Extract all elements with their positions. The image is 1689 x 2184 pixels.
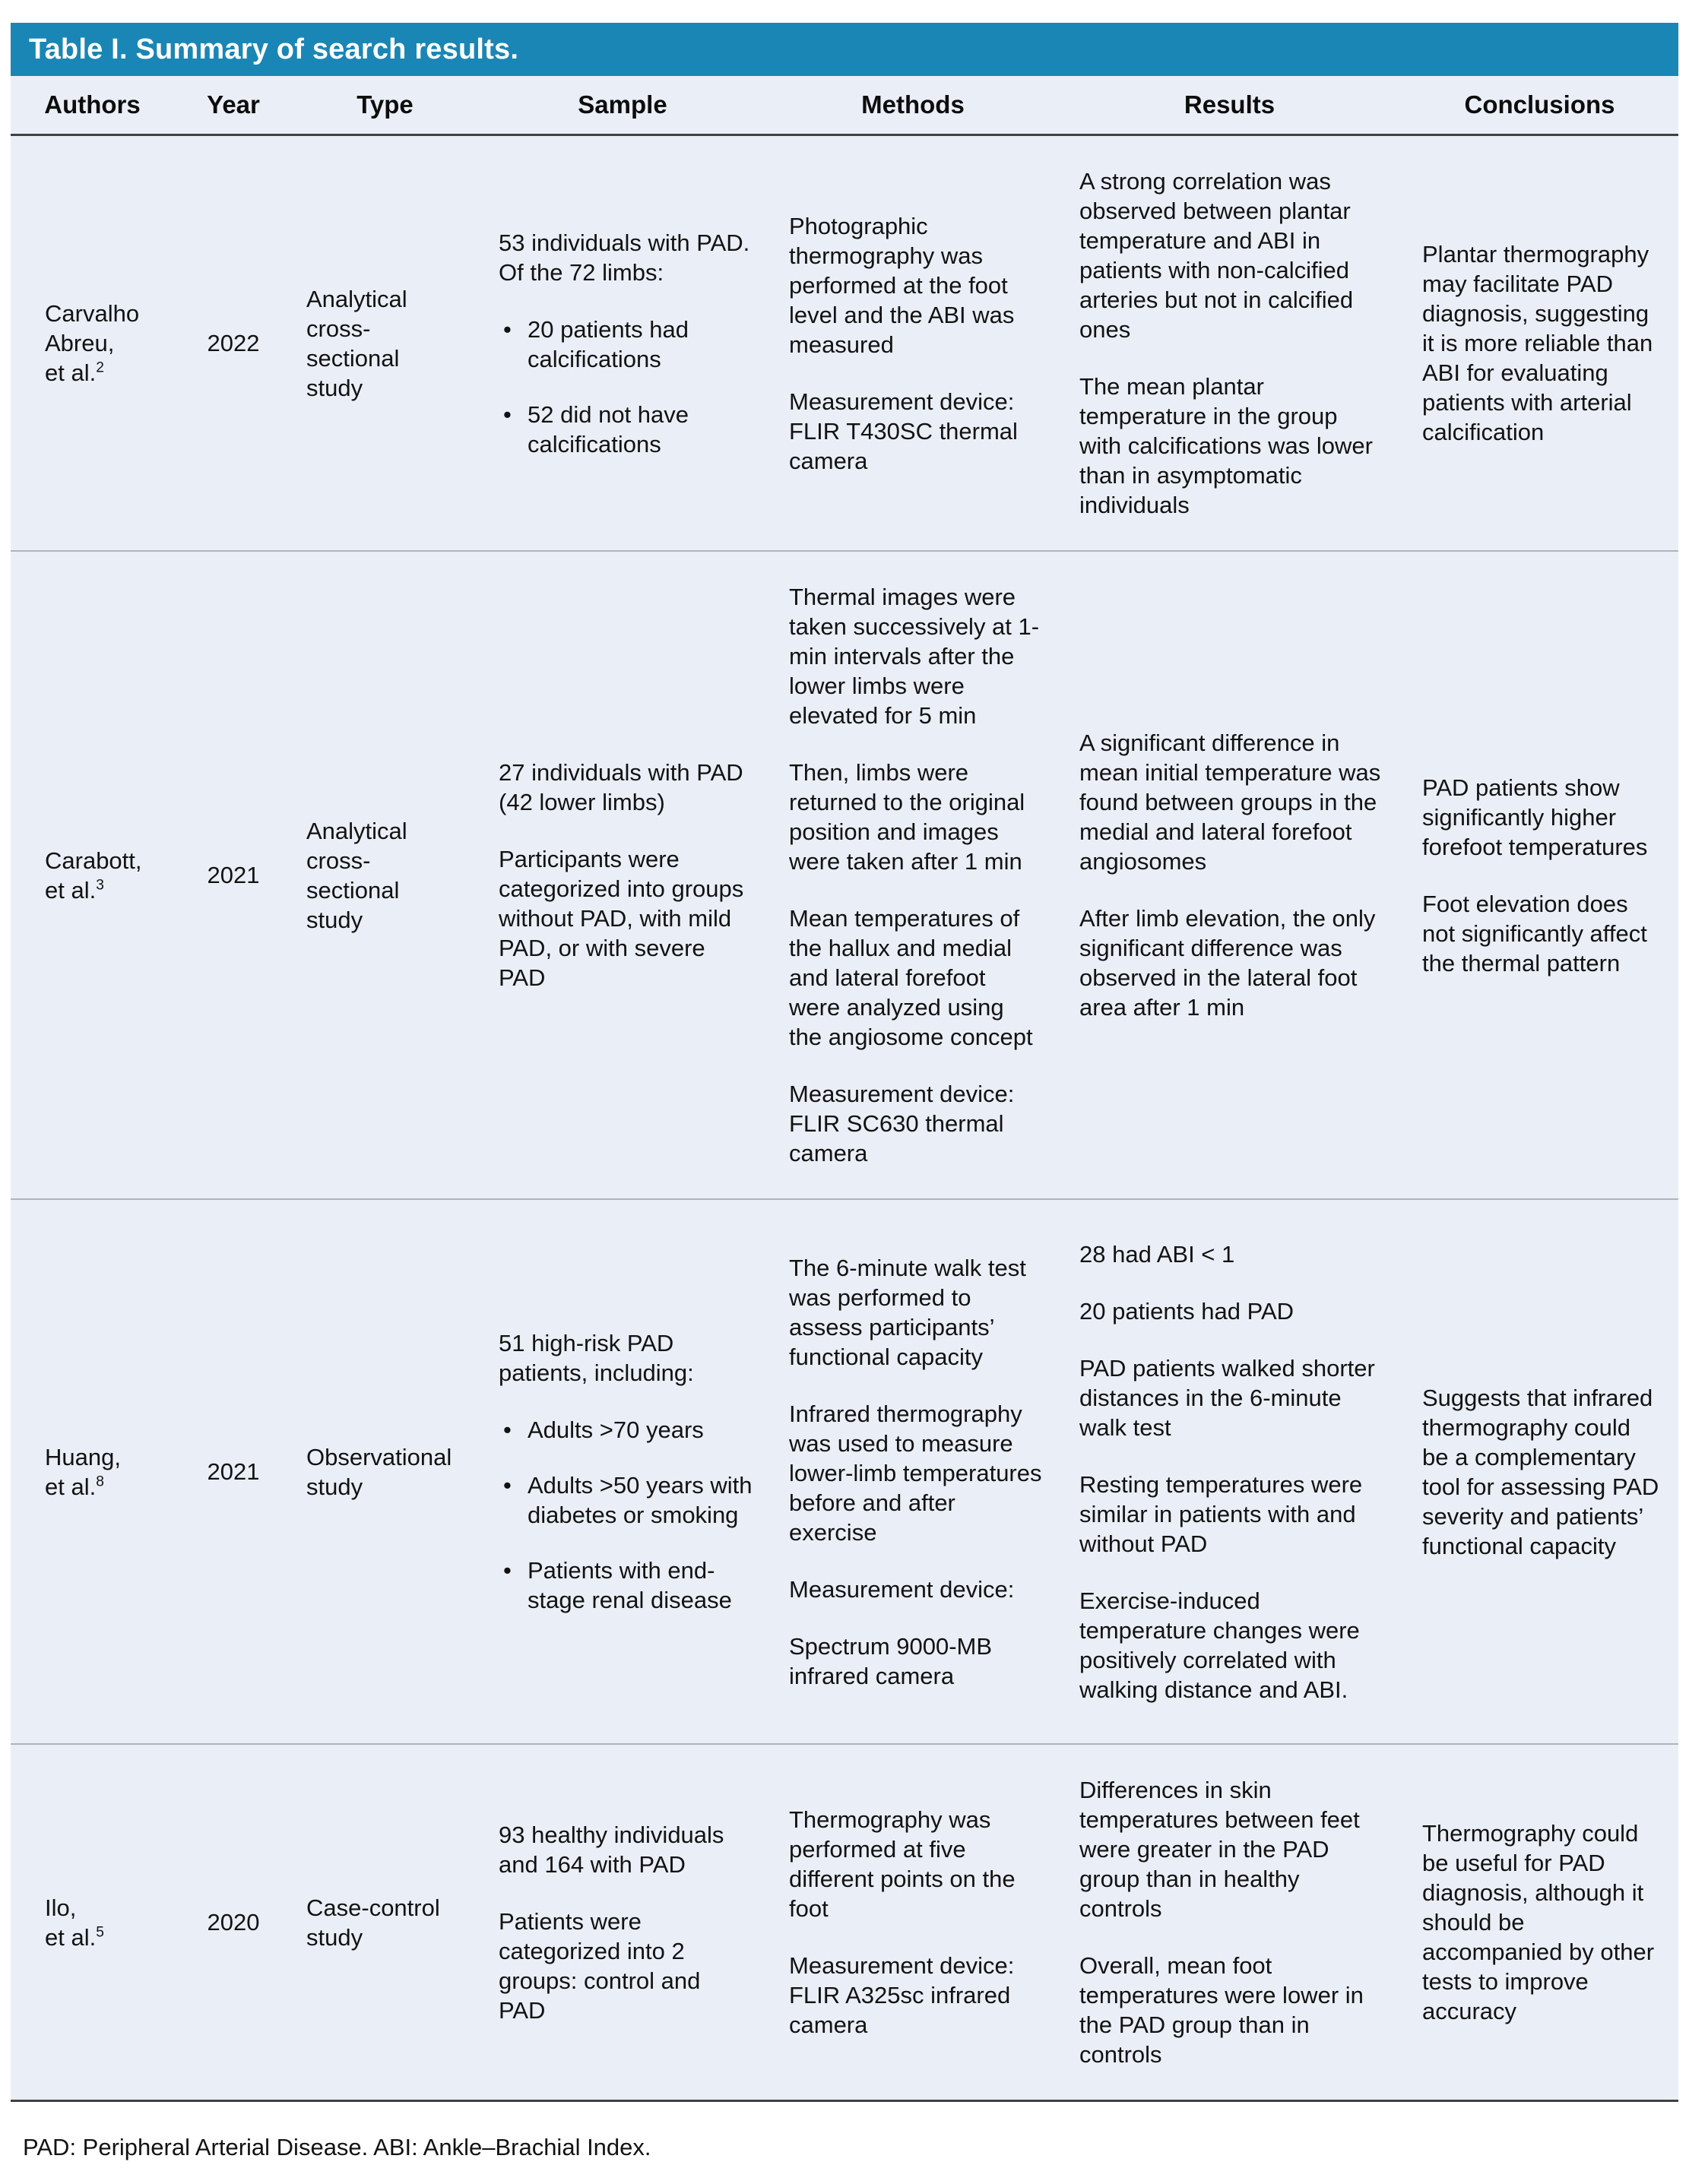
cell-year: 2020	[207, 1909, 260, 1936]
table-row	[11, 550, 1678, 1198]
cell-year: 2021	[207, 1458, 260, 1485]
bullet-list	[499, 1415, 753, 1615]
paragraph: Overall, mean foot temperatures were lower in the PAD group than in controls	[1079, 1952, 1364, 2068]
column-header-year: Year	[207, 90, 260, 119]
paragraph: 27 individuals with PAD (42 lower limbs)	[499, 759, 743, 815]
paragraph: The 6-minute walk test was performed to assess participants’ functional capacity	[789, 1254, 1026, 1370]
column-header-sample: Sample	[578, 90, 667, 119]
paragraph: Then, limbs were returned to the original position and images were taken after 1 min	[789, 759, 1025, 875]
cell-type: Case-control study	[306, 1894, 440, 1951]
cell-type: Analytical cross-sectional study	[306, 817, 407, 933]
author-line: et al.$^8$	[45, 1473, 104, 1500]
author-line: et al.$^2$	[45, 359, 104, 386]
cell-results	[1058, 1745, 1401, 2100]
author-line: Ilo,	[45, 1894, 77, 1921]
cell-authors	[11, 268, 174, 418]
cell-conclusions	[1401, 209, 1678, 477]
author-line: Abreu,	[45, 330, 115, 356]
paragraph: Patients were categorized into 2 groups: control and PAD	[499, 1907, 701, 2024]
paragraph: PAD patients walked shorter distances in the 6-minute walk test	[1079, 1354, 1375, 1441]
paragraph: The mean plantar temperature in the group with calcifications was lower than in asymptomatic individuals	[1079, 373, 1373, 518]
paragraph: Plantar thermography may facilitate PAD diagnosis, suggesting it is more reliable than ABI for evaluating patients with arterial calcification	[1422, 241, 1653, 445]
paragraph: Thermal images were taken successively at 1-min intervals after the lower limbs were elevated for 5 min	[789, 584, 1040, 729]
table-title-bar	[11, 23, 1678, 76]
paragraph: A strong correlation was observed between plantar temperature and ABI in patients with non-calcified arteries but not in calcified ones	[1079, 168, 1354, 343]
column-header-conclusions: Conclusions	[1464, 90, 1615, 119]
table-row	[11, 136, 1678, 550]
paragraph: Infrared thermography was used to measure lower-limb temperatures before and after exercise	[789, 1400, 1042, 1546]
cell-results	[1058, 698, 1401, 1052]
bullet-item: • Patients with end-stage renal disease	[499, 1556, 753, 1615]
paragraph: PAD patients show significantly higher forefoot temperatures	[1422, 774, 1648, 860]
table-body	[11, 136, 1678, 2100]
cell-sample	[477, 1298, 768, 1645]
summary-table	[11, 76, 1678, 2102]
column-header-methods: Methods	[861, 90, 965, 119]
cell-type: Analytical cross-sectional study	[306, 285, 407, 401]
cell-conclusions	[1401, 742, 1678, 1008]
cell-sample	[477, 1790, 768, 2056]
reference-superscript: 5	[96, 1924, 104, 1941]
paragraph: Exercise-induced temperature changes were positively correlated with walking distance and ABI.	[1079, 1587, 1360, 1703]
paragraph: Thermography could be useful for PAD diagnosis, although it should be accompanied by other tests to improve accuracy	[1422, 1820, 1655, 2024]
paragraph: Foot elevation does not significantly affect the thermal pattern	[1422, 890, 1647, 976]
cell-type: Observational study	[306, 1443, 452, 1500]
column-header-row	[11, 76, 1678, 136]
cell-authors	[11, 815, 174, 935]
paragraph: Resting temperatures were similar in patients with and without PAD	[1079, 1470, 1363, 1557]
paragraph: Measurement device: FLIR SC630 thermal camera	[789, 1081, 1015, 1166]
cell-sample	[477, 198, 768, 489]
paragraph: Measurement device:	[789, 1575, 1015, 1603]
table-row	[11, 1743, 1678, 2100]
cell-methods	[768, 552, 1058, 1198]
reference-superscript: 3	[96, 877, 104, 894]
column-header-authors: Authors	[44, 90, 141, 119]
cell-methods	[768, 1774, 1058, 2070]
cell-methods	[768, 181, 1058, 506]
cell-results	[1058, 1209, 1401, 1735]
paragraph: Photographic thermography was performed at the foot level and the ABI was measured	[789, 212, 1015, 358]
table-footnote: PAD: Peripheral Arterial Disease. ABI: Ankle–Brachial Index.	[23, 2134, 651, 2160]
reference-superscript: 2	[96, 359, 104, 376]
cell-authors	[11, 1412, 174, 1532]
bullet-item: • Adults >50 years with diabetes or smoking	[499, 1470, 753, 1530]
paragraph: Differences in skin temperatures between feet were greater in the PAD group than in healthy controls	[1079, 1777, 1360, 1922]
paragraph: Thermography was performed at five different points on the foot	[789, 1806, 1016, 1922]
cell-year: 2022	[207, 330, 260, 356]
table-title: Table I. Summary of search results.	[29, 33, 519, 65]
paragraph: Participants were categorized into groups without PAD, with mild PAD, or with severe PAD	[499, 846, 744, 991]
cell-results	[1058, 136, 1401, 550]
paragraph: 20 patients had PAD	[1079, 1297, 1294, 1325]
paragraph: Spectrum 9000-MB infrared camera	[789, 1632, 993, 1689]
cell-year: 2021	[207, 862, 260, 888]
bullet-list	[499, 315, 753, 459]
paragraph: Mean temperatures of the hallux and medial and lateral forefoot were analyzed using the angiosome concept	[789, 905, 1033, 1050]
page	[0, 23, 1689, 2184]
cell-authors	[11, 1863, 174, 1983]
paragraph: Suggests that infrared thermography could be a complementary tool for assessing PAD severity and patients’ functional capacity	[1422, 1384, 1659, 1559]
author-line: et al.$^5$	[45, 1923, 104, 1951]
paragraph: After limb elevation, the only significant difference was observed in the lateral foot area after 1 min	[1079, 905, 1376, 1021]
author-line: et al.$^3$	[45, 876, 104, 904]
reference-superscript: 8	[96, 1473, 104, 1490]
author-line: Huang,	[45, 1443, 121, 1470]
cell-conclusions	[1401, 1353, 1678, 1591]
author-line: Carabott,	[45, 847, 142, 874]
bullet-item: • Adults >70 years	[499, 1415, 753, 1445]
paragraph: 53 individuals with PAD. Of the 72 limbs:	[499, 229, 750, 286]
paragraph: A significant difference in mean initial temperature was found between groups in the medial and lateral forefoot angiosomes	[1079, 730, 1381, 875]
paragraph: 93 healthy individuals and 164 with PAD	[499, 1821, 724, 1878]
cell-sample	[477, 727, 768, 1023]
bullet-item: • 20 patients had calcifications	[499, 315, 753, 374]
paragraph: 51 high-risk PAD patients, including:	[499, 1330, 694, 1386]
column-header-results: Results	[1184, 90, 1275, 119]
paragraph: Measurement device: FLIR T430SC thermal camera	[789, 388, 1018, 474]
paragraph: Measurement device: FLIR A325sc infrared camera	[789, 1952, 1015, 2038]
cell-methods	[768, 1223, 1058, 1721]
paragraph: 28 had ABI < 1	[1079, 1240, 1235, 1268]
column-header-type: Type	[356, 90, 414, 119]
bullet-item: • 52 did not have calcifications	[499, 400, 753, 459]
author-line: Carvalho	[45, 300, 140, 327]
table-row	[11, 1198, 1678, 1743]
cell-conclusions	[1401, 1788, 1678, 2056]
